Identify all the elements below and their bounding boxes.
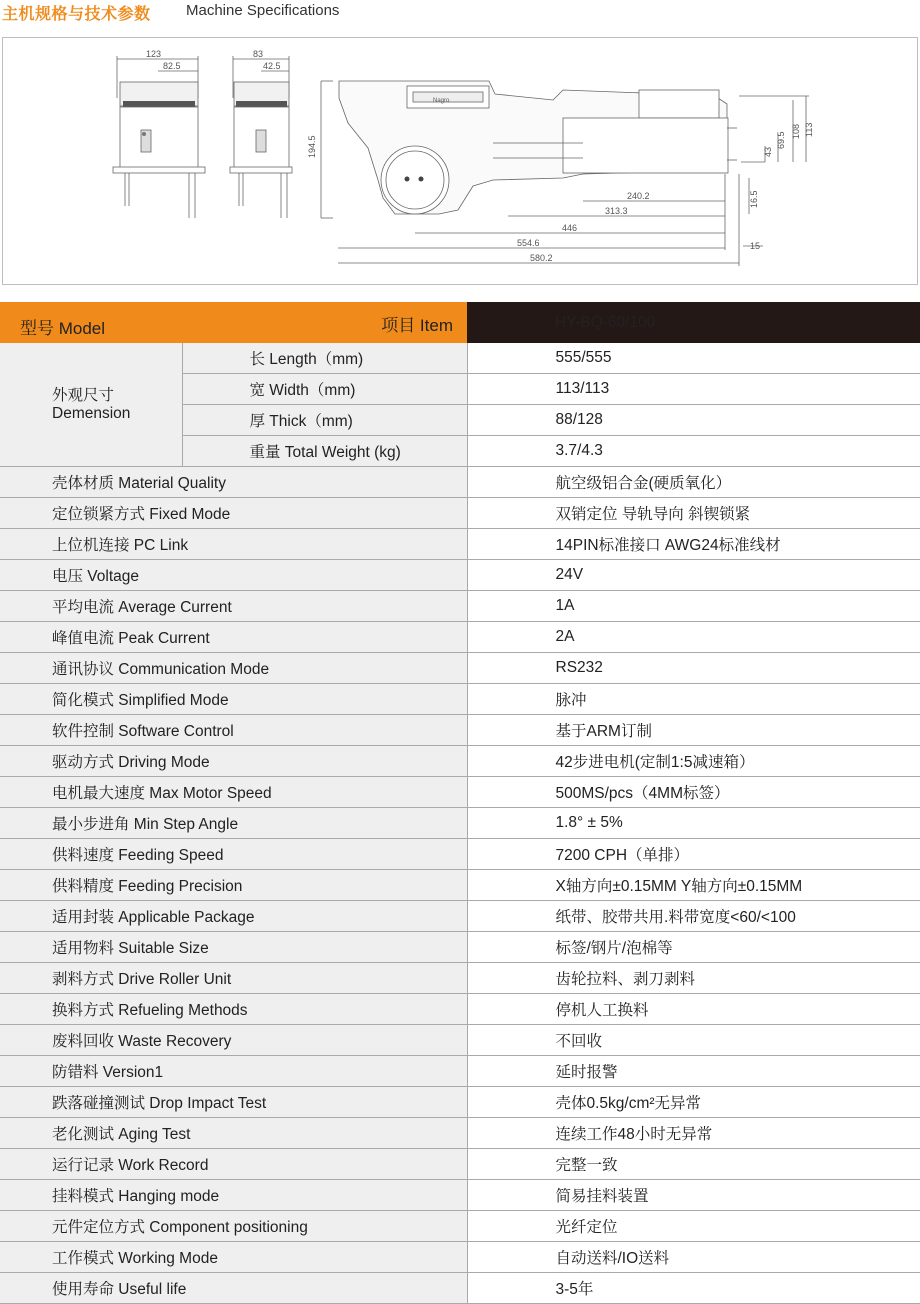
row-value: 标签/钢片/泡棉等 [467,932,920,963]
side-view [321,81,809,266]
row-value: 500MS/pcs（4MM标签） [467,777,920,808]
dim-446: 446 [562,223,578,233]
table-row [0,777,920,808]
brand-label: Nagro [433,98,450,104]
row-label: 峰值电流 Peak Current [0,622,467,653]
table-row [0,1149,920,1180]
sub-label: 长 Length（mm) [182,343,467,374]
row-value: 齿轮拉料、剥刀剥料 [467,963,920,994]
row-value: 1.8° ± 5% [467,808,920,839]
row-label: 电压 Voltage [0,560,467,591]
row-label: 跌落碰撞测试 Drop Impact Test [0,1087,467,1118]
sub-value: 113/113 [467,374,920,405]
row-label: 供料速度 Feeding Speed [0,839,467,870]
drawing-svg [3,38,917,284]
dim-113: 113 [804,122,814,137]
table-row [0,870,920,901]
dim-123: 123 [146,49,162,59]
model-value: HY-BQ-60/100 [467,302,920,343]
table-row [0,715,920,746]
row-label: 上位机连接 PC Link [0,529,467,560]
row-label: 定位锁紧方式 Fixed Mode [0,498,467,529]
row-value: 1A [467,591,920,622]
table-row [0,839,920,870]
row-label: 老化测试 Aging Test [0,1118,467,1149]
dimension-label-en: Demension [52,404,131,422]
head-left-cell [0,302,467,343]
row-value: 24V [467,560,920,591]
row-value: 基于ARM订制 [467,715,920,746]
dim-554-6: 554.6 [517,238,540,248]
sub-label: 重量 Total Weight (kg) [182,436,467,467]
row-label: 剥料方式 Drive Roller Unit [0,963,467,994]
sub-label: 厚 Thick（mm) [182,405,467,436]
dim-69-5: 69.5 [776,131,786,149]
sub-value: 3.7/4.3 [467,436,920,467]
front-view-2 [230,56,292,218]
row-label: 元件定位方式 Component positioning [0,1211,467,1242]
row-label: 简化模式 Simplified Mode [0,684,467,715]
row-value: 纸带、胶带共用.料带宽度<60/<100 [467,901,920,932]
row-value: 壳体0.5kg/cm²无异常 [467,1087,920,1118]
dim-82-5: 82.5 [163,61,181,71]
row-label: 适用封装 Applicable Package [0,901,467,932]
title-en: Machine Specifications [186,2,340,19]
table-row [0,1211,920,1242]
page-header [0,0,920,28]
row-label: 壳体材质 Material Quality [0,467,467,498]
dim-313-3: 313.3 [605,206,628,216]
sub-label: 宽 Width（mm) [182,374,467,405]
row-value: 简易挂料装置 [467,1180,920,1211]
table-row [0,591,920,622]
dim-83: 83 [253,49,264,59]
row-value: 航空级铝合金(硬质氧化） [467,467,920,498]
table-row [0,963,920,994]
table-row [0,1118,920,1149]
title-cn: 主机规格与技术参数 [2,4,151,23]
table-row [0,1242,920,1273]
technical-drawing [2,37,918,285]
row-value: 3-5年 [467,1273,920,1304]
row-value: X轴方向±0.15MM Y轴方向±0.15MM [467,870,920,901]
table-row [0,808,920,839]
dimension-label-cn: 外观尺寸 [52,386,115,404]
table-row [0,994,920,1025]
row-value: 7200 CPH（单排） [467,839,920,870]
row-label: 使用寿命 Useful life [0,1273,467,1304]
row-value: 停机人工换料 [467,994,920,1025]
sub-value: 555/555 [467,343,920,374]
table-row [0,467,920,498]
sub-value: 88/128 [467,405,920,436]
table-row [0,560,920,591]
table-row [0,529,920,560]
row-label: 驱动方式 Driving Mode [0,746,467,777]
row-value: 42步进电机(定制1:5减速箱） [467,746,920,777]
table-row [0,622,920,653]
row-label: 软件控制 Software Control [0,715,467,746]
table-row [0,901,920,932]
row-label: 工作模式 Working Mode [0,1242,467,1273]
table-row [0,1087,920,1118]
dim-16-5: 16.5 [749,190,759,208]
row-label: 适用物料 Suitable Size [0,932,467,963]
table-row [0,1056,920,1087]
dim-15: 15 [750,241,761,251]
row-label: 防错料 Version1 [0,1056,467,1087]
row-label: 挂料模式 Hanging mode [0,1180,467,1211]
row-label: 供料精度 Feeding Precision [0,870,467,901]
row-value: 脉冲 [467,684,920,715]
row-label: 运行记录 Work Record [0,1149,467,1180]
item-label: 项目 Item [381,316,453,335]
dim-580-2: 580.2 [530,253,553,263]
row-value: 14PIN标准接口 AWG24标准线材 [467,529,920,560]
table-row [0,653,920,684]
table-row [0,746,920,777]
dim-42-5: 42.5 [263,61,281,71]
row-value: 连续工作48小时无异常 [467,1118,920,1149]
row-label: 废料回收 Waste Recovery [0,1025,467,1056]
table-row [0,1025,920,1056]
front-view-1 [113,56,205,218]
row-label: 平均电流 Average Current [0,591,467,622]
table-head-row [0,302,920,343]
row-value: 光纤定位 [467,1211,920,1242]
dimension-label [0,343,182,467]
row-value: 自动送料/IO送料 [467,1242,920,1273]
spec-table [0,302,920,1304]
row-value: 双销定位 导轨导向 斜锲锁紧 [467,498,920,529]
table-row [0,498,920,529]
table-row [0,1273,920,1304]
table-row [0,343,920,374]
table-row [0,684,920,715]
row-label: 电机最大速度 Max Motor Speed [0,777,467,808]
table-row [0,932,920,963]
row-value: 不回收 [467,1025,920,1056]
row-label: 通讯协议 Communication Mode [0,653,467,684]
row-value: 2A [467,622,920,653]
dim-43: 43 [763,146,773,157]
row-label: 换料方式 Refueling Methods [0,994,467,1025]
dim-108: 108 [791,123,801,139]
table-row [0,1180,920,1211]
dim-194-5: 194.5 [307,135,317,158]
row-label: 最小步进角 Min Step Angle [0,808,467,839]
dim-240-2: 240.2 [627,191,650,201]
row-value: 延时报警 [467,1056,920,1087]
row-value: 完整一致 [467,1149,920,1180]
row-value: RS232 [467,653,920,684]
model-label: 型号 Model [20,319,106,338]
